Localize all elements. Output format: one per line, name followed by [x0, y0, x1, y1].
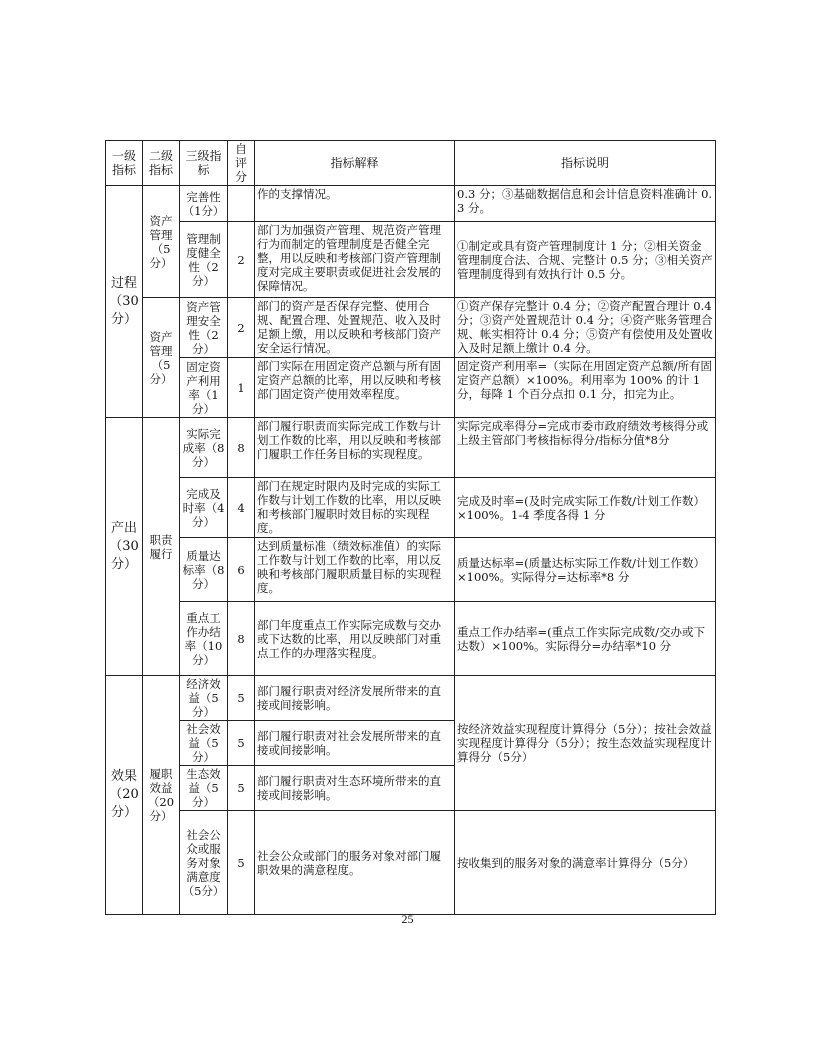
description-cell: 重点工作办结率=(重点工作实际完成数/交办或下达数）×100%。实际得分=办结率*10 分 — [455, 602, 716, 676]
level3-cell: 重点工作办结率（10分） — [180, 602, 228, 676]
score-cell: 6 — [228, 538, 255, 602]
explanation-cell: 达到质量标准（绩效标准值）的实际工作数与计划工作数的比率，用以反映和考核部门履职质量目标的实现程度。 — [255, 538, 455, 602]
description-cell: 实际完成率得分=完成市委市政府绩效考核得分或上级主管部门考核指标得分/指标分值*8分 — [455, 418, 716, 478]
table-row — [106, 811, 716, 915]
level3-cell: 生态效益（5分） — [180, 766, 228, 811]
level2-asset-mgmt: 资产管理（5分） — [143, 186, 180, 298]
explanation-cell: 部门履行职责对社会发展所带来的直接或间接影响。 — [255, 721, 455, 766]
level3-cell: 完成及时率（4分） — [180, 478, 228, 538]
level3-cell: 管理制度健全性（2分） — [180, 222, 228, 298]
level3-cell: 资产管理安全性（2分） — [180, 298, 228, 358]
score-cell: 2 — [228, 298, 255, 358]
level1-output: 产出（30分） — [106, 418, 143, 676]
score-cell: 8 — [228, 418, 255, 478]
header-description: 指标说明 — [455, 141, 716, 186]
table-row — [106, 676, 716, 721]
header-self-score: 自评分 — [228, 141, 255, 186]
score-cell: 2 — [228, 222, 255, 298]
score-cell: 4 — [228, 478, 255, 538]
level1-process: 过程（30分） — [106, 186, 143, 418]
explanation-cell: 部门履行职责对生态环境所带来的直接或间接影响。 — [255, 766, 455, 811]
level3-cell: 固定资产利用率（1分） — [180, 358, 228, 418]
table-row — [106, 418, 716, 478]
description-cell: ①制定或具有资产管理制度计 1 分；②相关资金管理制度合法、合规、完整计 0.5 分；③相关资产管理制度得到有效执行计 0.5 分。 — [455, 222, 716, 298]
description-cell: 质量达标率=(质量达标实际工作数/计划工作数）×100%。实际得分=达标率*8 分 — [455, 538, 716, 602]
description-cell: 固定资产利用率=（实际在用固定资产总额/所有固定资产总额）×100%。利用率为 100% 的计 1 分，每降 1 个百分点扣 0.1 分，扣完为止。 — [455, 358, 716, 418]
score-cell: 8 — [228, 602, 255, 676]
level2-asset-mgmt-2: 资产管理（5分） — [143, 298, 180, 418]
explanation-cell: 部门实际在用固定资产总额与所有固定资产总额的比率，用以反映和考核部门固定资产使用效率程度。 — [255, 358, 455, 418]
score-cell: 5 — [228, 811, 255, 915]
table-row — [106, 358, 716, 418]
evaluation-table — [105, 140, 716, 915]
level3-cell: 社会公众或服务对象满意度（5分） — [180, 811, 228, 915]
description-cell: 完成及时率=(及时完成实际工作数/计划工作数）×100%。1-4 季度各得 1 分 — [455, 478, 716, 538]
header-level1: 一级指标 — [106, 141, 143, 186]
level3-cell: 经济效益（5分） — [180, 676, 228, 721]
level3-cell: 实际完成率（8分） — [180, 418, 228, 478]
explanation-cell: 社会公众或部门的服务对象对部门履职效果的满意程度。 — [255, 811, 455, 915]
level3-cell: 完善性（1分） — [180, 186, 228, 222]
table-row — [106, 298, 716, 358]
description-cell: ①资产保存完整计 0.4 分；②资产配置合理计 0.4 分；③资产处置规范计 0.4 分；④资产账务管理合规、帐实相符计 0.4 分；⑤资产有偿使用及处置收入及时足额上缴计 0.4 分。 — [455, 298, 716, 358]
level2-benefit: 履职效益（20分） — [143, 676, 180, 915]
score-cell: 5 — [228, 721, 255, 766]
header-explanation: 指标解释 — [255, 141, 455, 186]
score-cell: 5 — [228, 766, 255, 811]
header-row — [106, 141, 716, 186]
score-cell: 5 — [228, 676, 255, 721]
description-cell: 0.3 分；③基础数据信息和会计信息资料准确计 0.3 分。 — [455, 186, 716, 222]
benefit-description-cell: 按经济效益实现程度计算得分（5分）；按社会效益实现程度计算得分（5分）；按生态效益实现程度计算得分（5分） — [455, 676, 716, 811]
header-level2: 二级指标 — [143, 141, 180, 186]
explanation-cell: 部门年度重点工作实际完成数与交办或下达数的比率，用以反映部门对重点工作的办理落实程度。 — [255, 602, 455, 676]
level3-cell: 质量达标率（8分） — [180, 538, 228, 602]
table-row — [106, 538, 716, 602]
level2-duty: 职责履行 — [143, 418, 180, 676]
explanation-cell: 部门为加强资产管理、规范资产管理行为而制定的管理制度是否健全完整，用以反映和考核部门资产管理制度对完成主要职责或促进社会发展的保障情况。 — [255, 222, 455, 298]
table-row — [106, 186, 716, 222]
level1-effect: 效果（20分） — [106, 676, 143, 915]
explanation-cell: 部门履行职责而实际完成工作数与计划工作数的比率，用以反映和考核部门履职工作任务目标的实现程度。 — [255, 418, 455, 478]
explanation-cell: 部门的资产是否保存完整、使用合规、配置合理、处置规范、收入及时足额上缴，用以反映和考核部门资产安全运行情况。 — [255, 298, 455, 358]
explanation-cell: 作的支撑情况。 — [255, 186, 455, 222]
table-row — [106, 602, 716, 676]
explanation-cell: 部门履行职责对经济发展所带来的直接或间接影响。 — [255, 676, 455, 721]
description-cell: 按收集到的服务对象的满意率计算得分（5分） — [455, 811, 716, 915]
table-row — [106, 222, 716, 298]
explanation-cell: 部门在规定时限内及时完成的实际工作数与计划工作数的比率，用以反映和考核部门履职时效目标的实现程度。 — [255, 478, 455, 538]
score-cell — [228, 186, 255, 222]
table-row — [106, 478, 716, 538]
level3-cell: 社会效益（5分） — [180, 721, 228, 766]
page-number: 25 — [401, 912, 414, 926]
score-cell: 1 — [228, 358, 255, 418]
header-level3: 三级指标 — [180, 141, 228, 186]
